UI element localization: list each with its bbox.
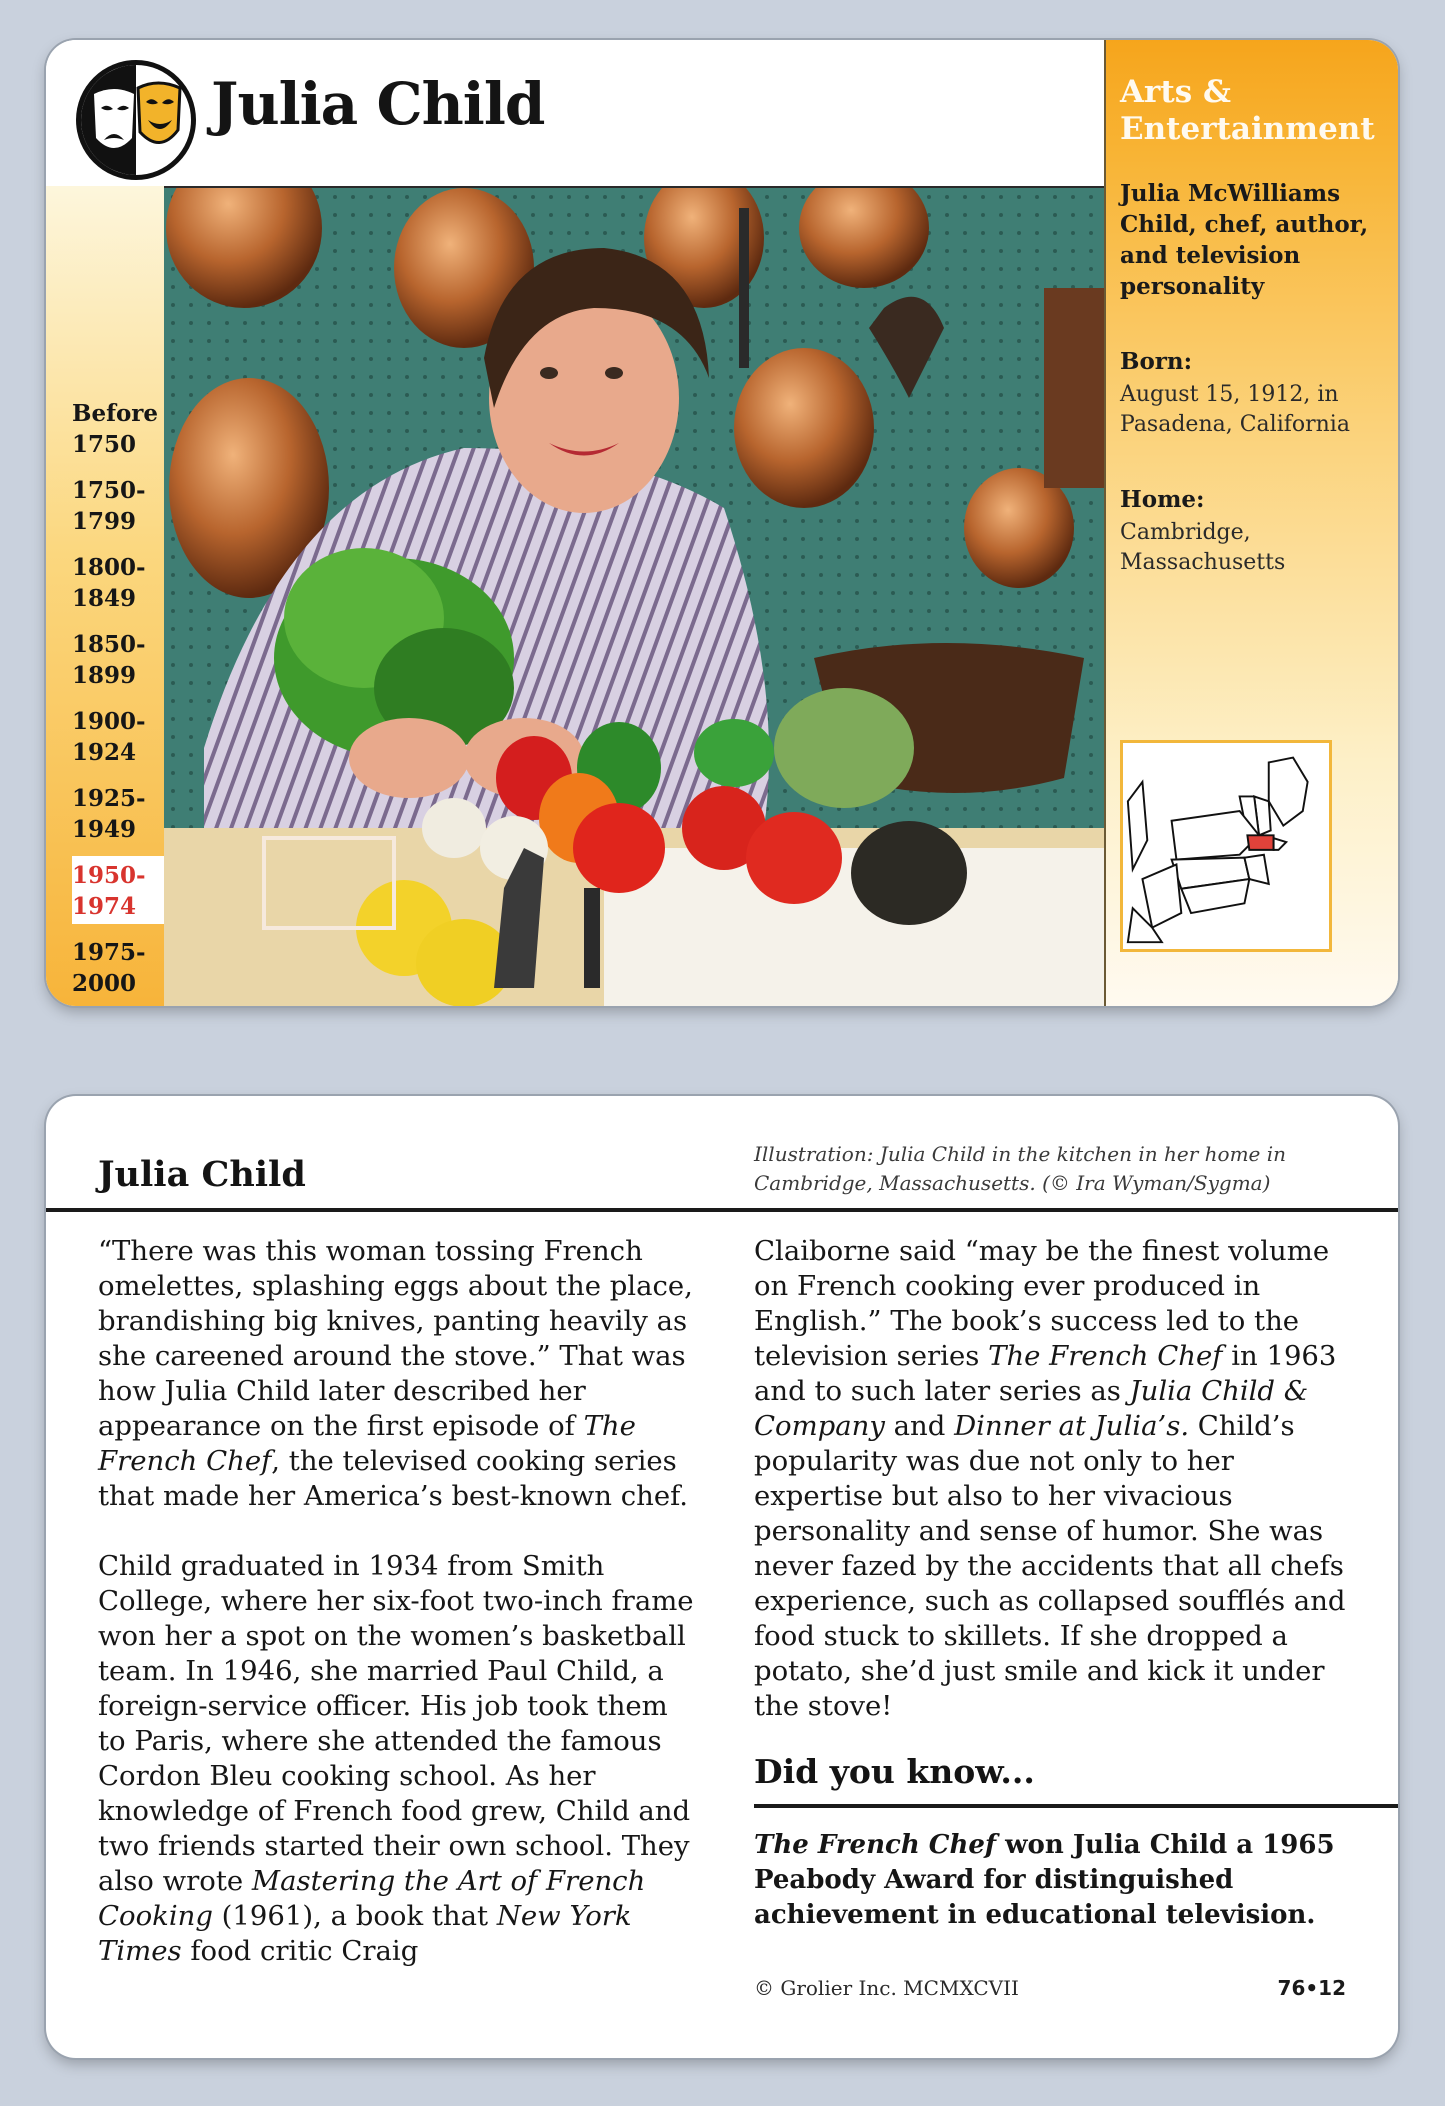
card-number: 76•12	[1277, 1976, 1346, 2000]
front-title: Julia Child	[211, 70, 545, 138]
text-column-left	[98, 1234, 698, 2004]
era-1975-2000: 1975- 2000	[72, 939, 146, 997]
home-label: Home:	[1120, 486, 1205, 513]
did-you-know-divider	[754, 1804, 1398, 1808]
era-timeline	[46, 186, 166, 1006]
full-name: Julia McWilliams Child, chef, author, and television personality	[1120, 180, 1369, 300]
home-value: Cambridge, Massachusetts	[1120, 520, 1286, 575]
back-card	[46, 1096, 1398, 2058]
era-before-1750: Before 1750	[72, 400, 159, 458]
era-1750-1799: 1750- 1799	[72, 477, 146, 535]
theater-masks-icon	[74, 58, 198, 182]
category-label: Arts & Entertainment	[1120, 74, 1375, 147]
era-1925-1949: 1925- 1949	[72, 785, 146, 843]
did-you-know-text: The French Chef won Julia Child a 1965 Peabody Award for distinguished achievement in educational television.	[754, 1830, 1335, 1930]
era-1850-1899: 1850- 1899	[72, 631, 146, 689]
born-label: Born:	[1120, 348, 1193, 375]
text-column-right	[754, 1234, 1354, 1759]
back-title: Julia Child	[98, 1154, 306, 1195]
copyright-notice: © Grolier Inc. MCMXCVII	[754, 1976, 1019, 2000]
paragraph-2: Child graduated in 1934 from Smith College, where her six-foot two-inch frame won her a spot on the women’s basketball team. In 1946, she married Paul Child, a foreign-service officer. His job took them to Paris, where she attended the famous Cordon Bleu cooking school. As her knowledge of French food grew, Child and two friends started their own school. They also wrote Mastering the Art of French Cooking (1961), a book that New York Times food critic Craig	[98, 1550, 694, 1967]
info-sidebar	[1104, 40, 1398, 1006]
did-you-know-title: Did you know...	[754, 1752, 1035, 1791]
kitchen-photo	[164, 186, 1104, 1006]
front-card	[46, 40, 1398, 1006]
photo-caption: Illustration: Julia Child in the kitchen in her home in Cambridge, Massachusetts. (© Ira Wyman/Sygma)	[754, 1142, 1287, 1195]
era-1950-1974: 1950- 1974	[72, 856, 164, 924]
title-divider	[46, 1208, 1398, 1212]
born-value: August 15, 1912, in Pasadena, California	[1120, 382, 1350, 437]
paragraph-1: “There was this woman tossing French omelettes, splashing eggs about the place, brandishing big knives, panting heavily as she careened around the stove.” That was how Julia Child later described her appearance on the first episode of The French Chef, the televised cooking series that made her America’s best-known chef.	[98, 1235, 693, 1512]
era-1800-1849: 1800- 1849	[72, 554, 146, 612]
front-header	[46, 40, 1104, 186]
paragraph-3: Claiborne said “may be the finest volume on French cooking ever produced in English.” The book’s success led to the television series The French Chef in 1963 and to such later series as Julia Child & Company and Dinner at Julia’s. Child’s popularity was due not only to her expertise but also to her vivacious personality and sense of humor. She was never fazed by the accidents that all chefs experience, such as collapsed soufflés and food stuck to skillets. If she dropped a potato, she’d just smile and kick it under the stove!	[754, 1235, 1346, 1722]
era-1900-1924: 1900- 1924	[72, 708, 146, 766]
us-northeast-map	[1120, 740, 1332, 952]
